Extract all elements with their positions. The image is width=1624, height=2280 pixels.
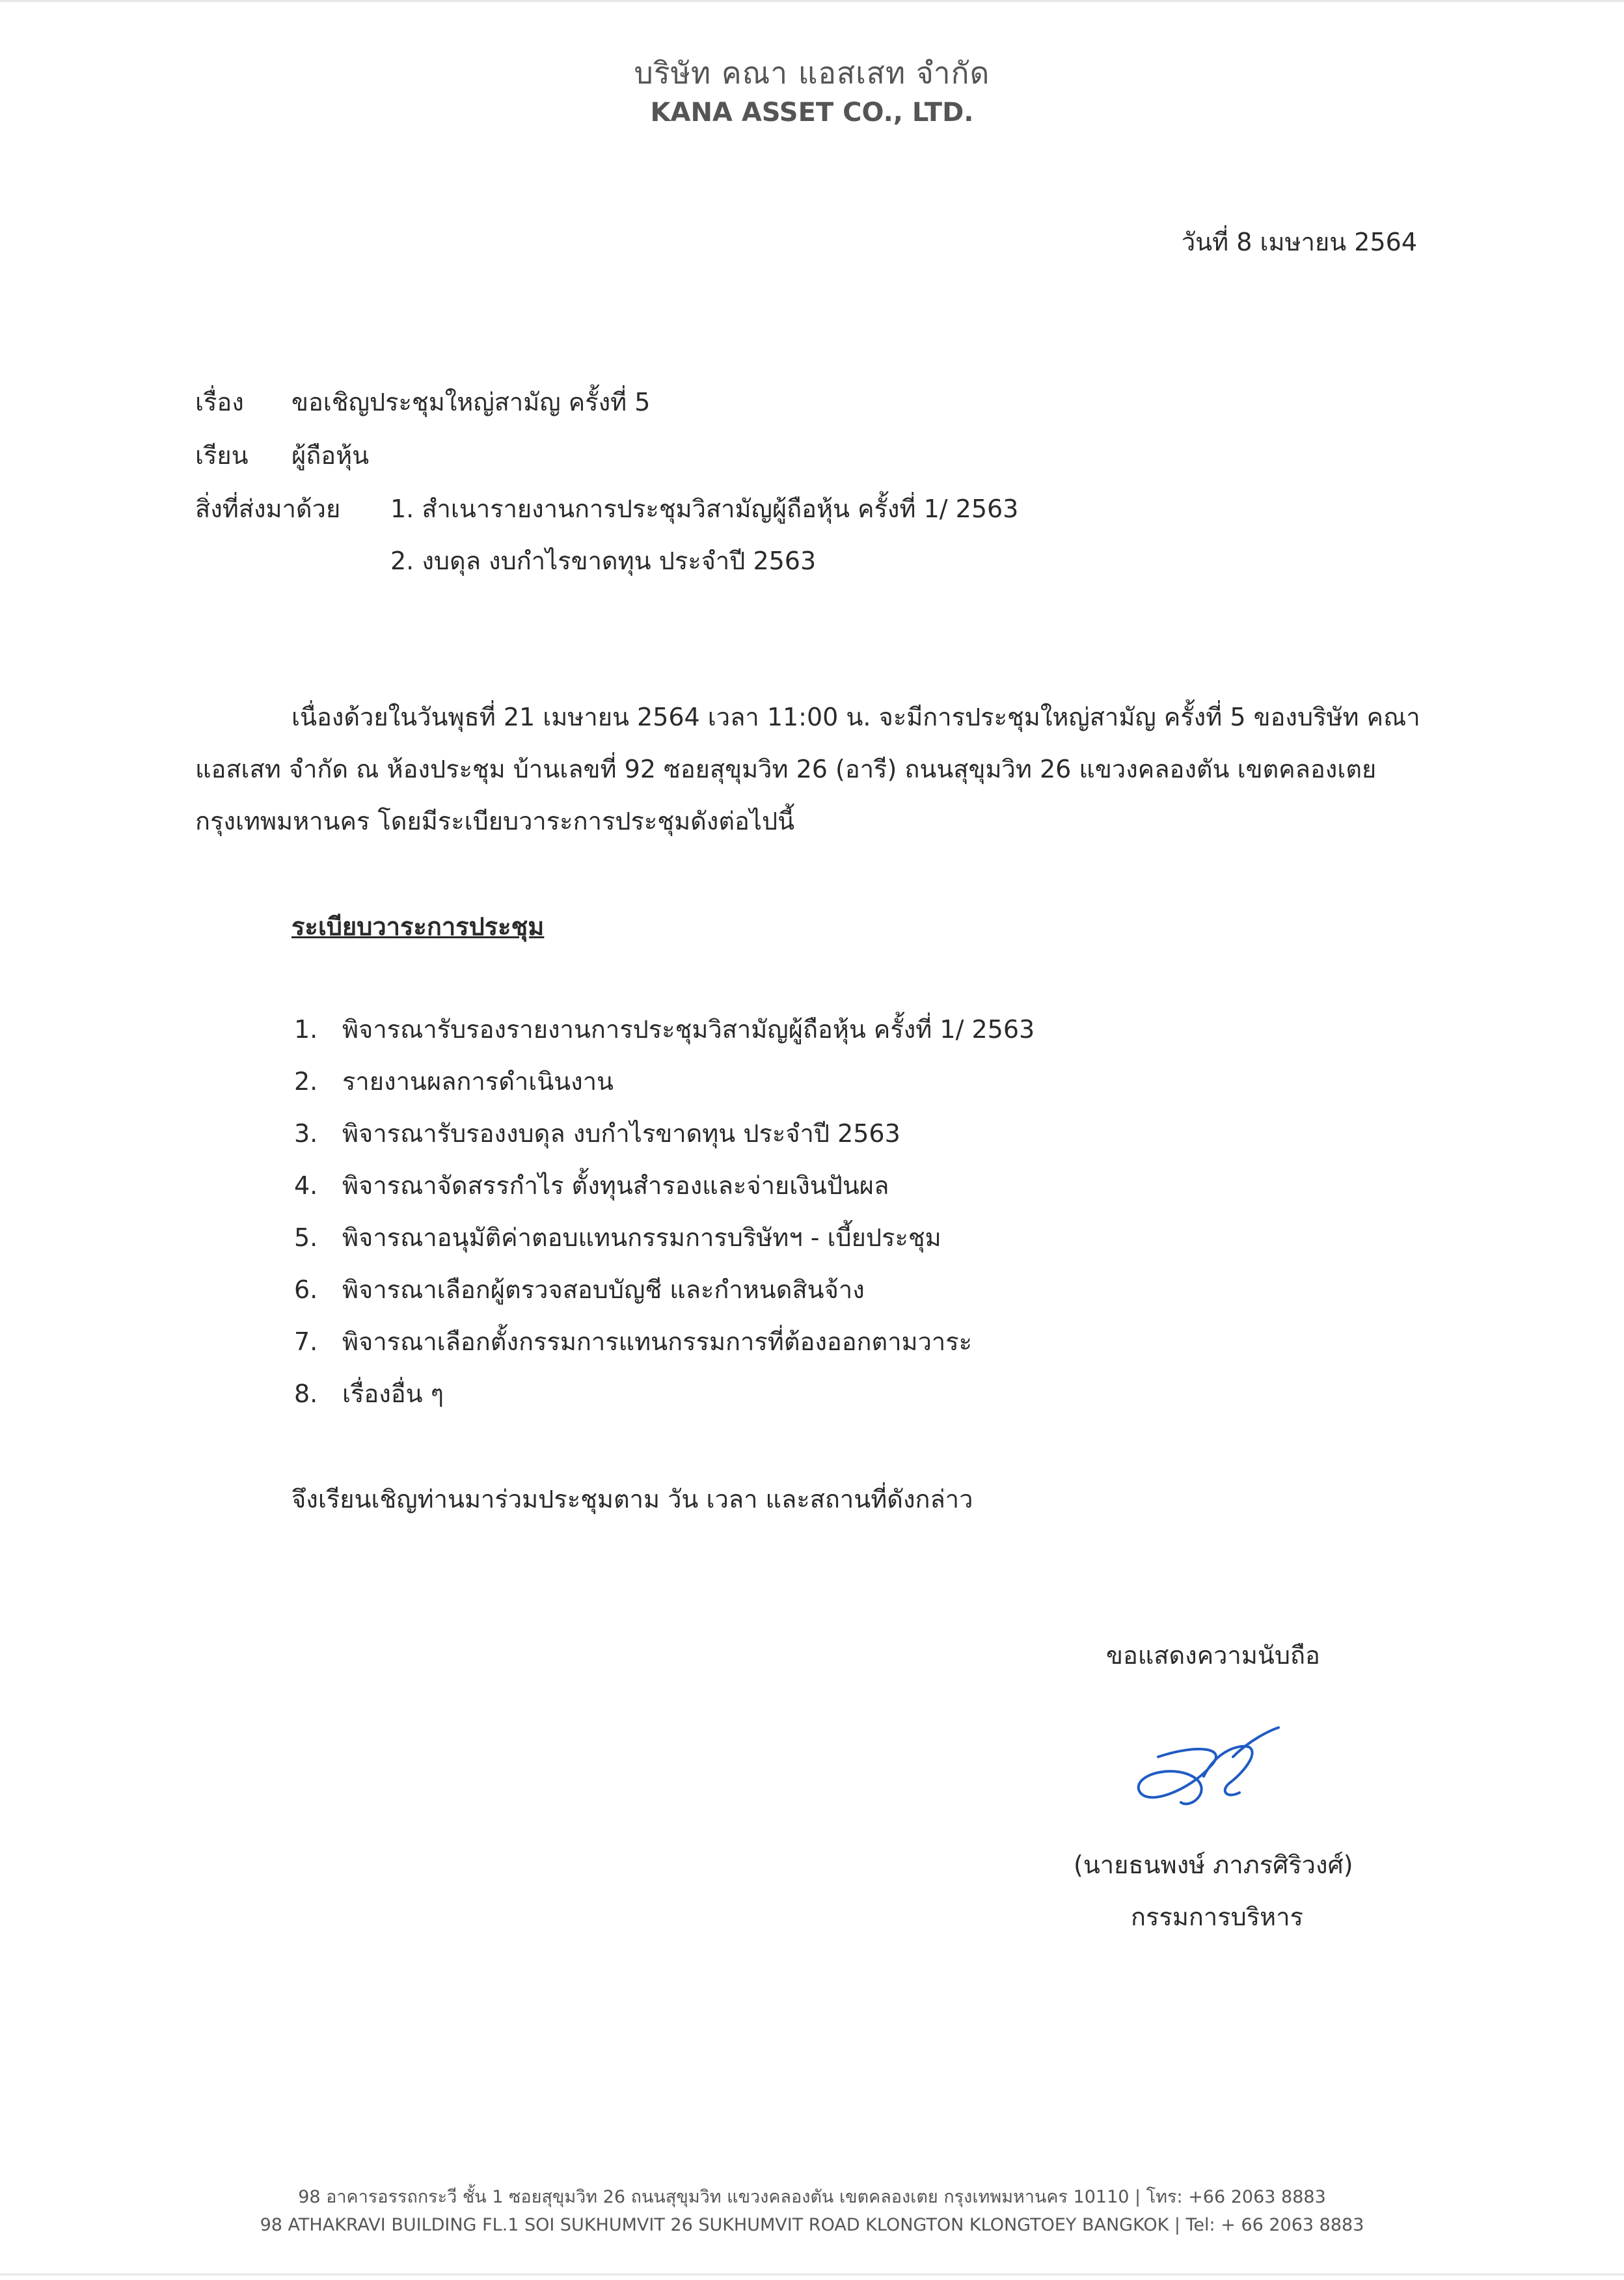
agenda-item-text: พิจารณารับรองรายงานการประชุมวิสามัญผู้ถือหุ้น ครั้งที่ 1/ 2563 <box>342 1015 1035 1044</box>
signer-name: (นายธนพงษ์ ภาภรศิริวงศ์) <box>1074 1851 1353 1879</box>
agenda-item-number: 8. <box>294 1379 318 1408</box>
page-bottom-edge <box>0 2273 1624 2275</box>
footer-address-english: 98 ATHAKRAVI BUILDING FL.1 SOI SUKHUMVIT 26 SUKHUMVIT ROAD KLONGTON KLONGTOEY BANGKOK | Tel: + 66 2063 8883 <box>260 2215 1364 2235</box>
closing-invitation: จึงเรียนเชิญท่านมาร่วมประชุมตาม วัน เวลา และสถานที่ดังกล่าว <box>291 1485 973 1513</box>
footer-address-thai: 98 อาคารอรรถกระวี ชั้น 1 ซอยสุขุมวิท 26 ถนนสุขุมวิท แขวงคลองตัน เขตคลองเตย กรุงเทพมหานคร 10110 | โทร: +66 2063 8883 <box>298 2187 1326 2207</box>
closing-regards: ขอแสดงความนับถือ <box>1106 1641 1320 1670</box>
agenda-item-number: 4. <box>294 1171 318 1200</box>
agenda-item-text: พิจารณารับรองงบดุล งบกำไรขาดทุน ประจำปี 2563 <box>342 1119 900 1148</box>
subject-label: เรื่อง <box>195 388 244 416</box>
agenda-item-text: พิจารณาเลือกตั้งกรรมการแทนกรรมการที่ต้องออกตามวาระ <box>342 1327 973 1356</box>
agenda-item-text: พิจารณาเลือกผู้ตรวจสอบบัญชี และกำหนดสินจ้าง <box>342 1275 865 1304</box>
agenda-item-number: 7. <box>294 1327 318 1356</box>
agenda-item-number: 5. <box>294 1223 318 1252</box>
company-name-english: KANA ASSET CO., LTD. <box>650 98 974 128</box>
page-top-edge <box>0 0 1624 2</box>
signer-position: กรรมการบริหาร <box>1131 1903 1303 1931</box>
subject-value: ขอเชิญประชุมใหญ่สามัญ ครั้งที่ 5 <box>291 388 651 416</box>
agenda-item-number: 2. <box>294 1067 318 1096</box>
agenda-item-text: รายงานผลการดำเนินงาน <box>342 1067 614 1096</box>
agenda-item-text: พิจารณาอนุมัติค่าตอบแทนกรรมการบริษัทฯ - เบี้ยประชุม <box>342 1223 941 1252</box>
recipient-label: เรียน <box>195 441 249 470</box>
body-line: กรุงเทพมหานคร โดยมีระเบียบวาระการประชุมดังต่อไปนี้ <box>195 807 795 835</box>
agenda-title: ระเบียบวาระการประชุม <box>291 912 545 941</box>
recipient-value: ผู้ถือหุ้น <box>291 441 370 470</box>
signature-image <box>1119 1718 1282 1822</box>
enclosure-item: 1. สำเนารายงานการประชุมวิสามัญผู้ถือหุ้น ครั้งที่ 1/ 2563 <box>390 495 1019 523</box>
enclosure-item: 2. งบดุล งบกำไรขาดทุน ประจำปี 2563 <box>390 547 817 575</box>
agenda-item-text: เรื่องอื่น ๆ <box>342 1379 444 1408</box>
body-line: เนื่องด้วยในวันพุธที่ 21 เมษายน 2564 เวลา 11:00 น. จะมีการประชุมใหญ่สามัญ ครั้งที่ 5 ของบริษัท คณา <box>291 703 1420 731</box>
letter-date: วันที่ 8 เมษายน 2564 <box>1181 228 1417 256</box>
body-line: แอสเสท จำกัด ณ ห้องประชุม บ้านเลขที่ 92 ซอยสุขุมวิท 26 (อารี) ถนนสุขุมวิท 26 แขวงคลองตัน เขตคลองเตย <box>195 755 1377 783</box>
agenda-item-number: 1. <box>294 1015 318 1044</box>
agenda-item-number: 6. <box>294 1275 318 1304</box>
company-name-thai: บริษัท คณา แอสเสท จำกัด <box>634 55 990 90</box>
agenda-item-text: พิจารณาจัดสรรกำไร ตั้งทุนสำรองและจ่ายเงินปันผล <box>342 1171 889 1200</box>
agenda-item-number: 3. <box>294 1119 318 1148</box>
enclosures-label: สิ่งที่ส่งมาด้วย <box>195 495 341 523</box>
